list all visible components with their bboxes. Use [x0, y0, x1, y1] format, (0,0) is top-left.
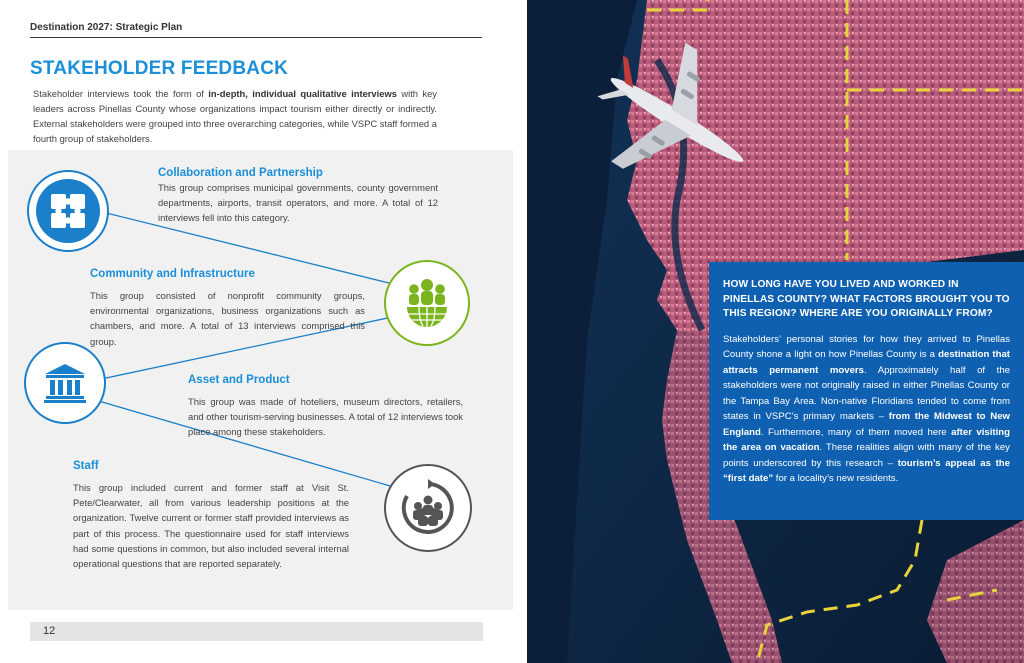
header-rule [30, 37, 482, 38]
staff-title: Staff [73, 460, 99, 472]
staff-text: This group included current and former staff at Visit St. Pete/Clearwater, all from various leadership positions at the organization. Twelve current or former staff provided interviews as part of this process. The questionnaire used for staff interviews had some questions in common, but also included several internal operational questions that are reported separately. [73, 482, 349, 570]
callout-bold-2: from the Midwest to New England [723, 411, 1010, 438]
callout-bold-3: after visiting the area on vacation [723, 426, 1011, 453]
puzzle-icon [49, 192, 87, 230]
callout-text-4: . These realities align with many of the key points underscored by this research – [723, 442, 1010, 469]
footer-bar [30, 622, 483, 641]
intro-bold-1: in-depth, individual qualitative interviews [208, 88, 397, 99]
intro-paragraph [33, 86, 437, 146]
asset-text: This group was made of hoteliers, museum directors, retailers, and other tourism-serving businesses. A total of 12 interviews took place among these stakeholders. [188, 396, 463, 438]
community-globe-icon [400, 276, 454, 330]
callout-box [709, 262, 1024, 520]
running-header: Destination 2027: Strategic Plan [30, 22, 183, 33]
asset-circle [24, 342, 106, 424]
stakeholder-groups-panel [8, 150, 513, 610]
intro-text-1: Stakeholder interviews took the form of [33, 88, 209, 99]
callout-text-5: for a locality’s new residents. [773, 473, 899, 484]
staff-circle [384, 464, 472, 552]
callout-text-2: . Approximately half of the stakeholders were not originally raised in either Pinellas County or the Tampa Bay Area. Non-native Floridians tended to come from states in VSPC’s primary markets – [723, 364, 1010, 422]
page-number: 12 [43, 625, 56, 637]
callout-question: HOW LONG HAVE YOU LIVED AND WORKED IN PINELLAS COUNTY? WHAT FACTORS BROUGHT YOU TO THIS REGION? WHERE ARE YOU ORIGINALLY FROM? [723, 279, 1010, 319]
callout-bold-4: tourism’s appeal as the “first date” [723, 457, 1010, 484]
intro-text-2: with key leaders across Pinellas County whose organizations impact tourism either directly or indirectly. External stakeholders were grouped into three overarching categories, while VSPC staff formed a fourth group of stakeholders. [33, 88, 437, 144]
callout-body [723, 332, 1010, 487]
collaboration-text: This group comprises municipal governments, county government departments, airports, transit operators, and more. A total of 12 interviews fell into this category. [158, 182, 438, 224]
community-circle [384, 260, 470, 346]
callout-text-1: Stakeholders’ personal stories for how they arrived to Pinellas County shone a light on how Pinellas County is a [723, 333, 1010, 360]
museum-icon [43, 363, 87, 403]
community-title: Community and Infrastructure [90, 268, 255, 280]
staff-cycle-icon [399, 479, 457, 537]
callout-bold-1: destination that attracts permanent movers [723, 349, 1011, 376]
community-text: This group consisted of nonprofit community groups, environmental organizations, business organizations such as chambers, and more. A total of 13 interviews comprised this group. [90, 290, 365, 347]
callout-text-3: . Furthermore, many of them moved here [760, 426, 952, 438]
asset-title: Asset and Product [188, 374, 290, 386]
page-title: STAKEHOLDER FEEDBACK [30, 58, 289, 79]
collaboration-title: Collaboration and Partnership [158, 167, 323, 179]
collaboration-circle [27, 170, 109, 252]
